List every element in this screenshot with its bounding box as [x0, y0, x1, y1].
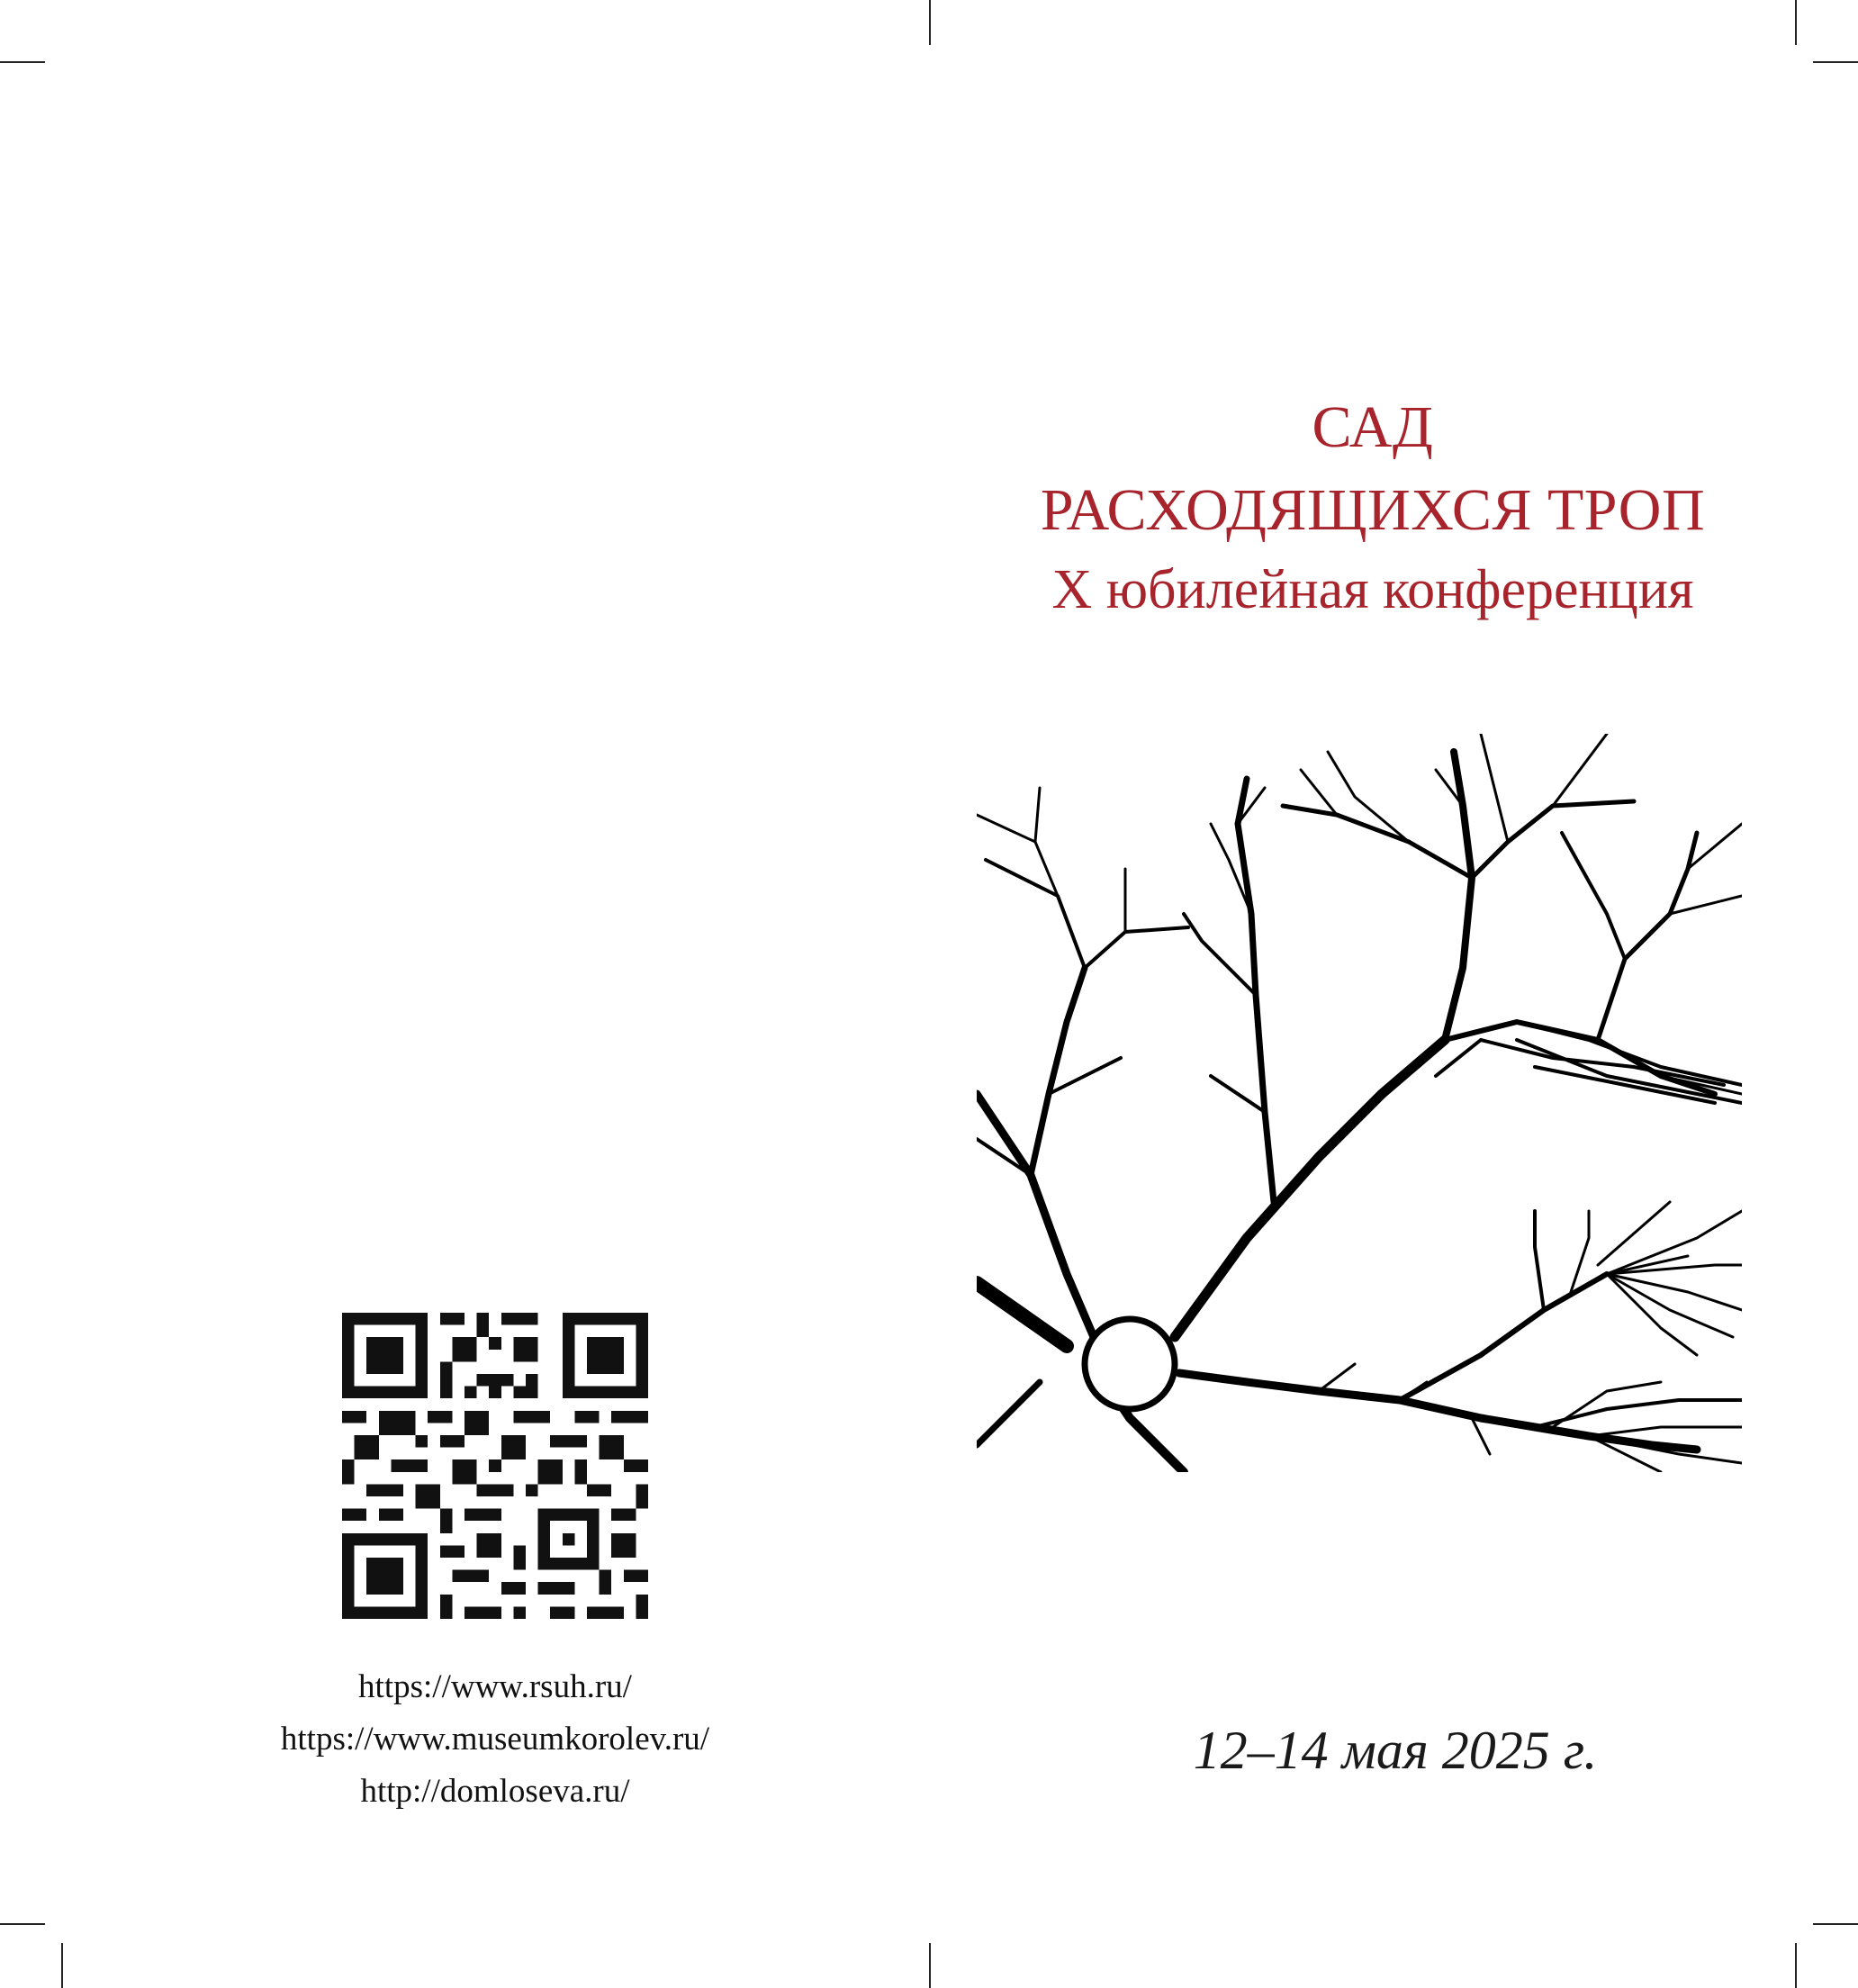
conference-date: 12–14 мая 2025 г. — [1193, 1721, 1598, 1780]
link-domloseva[interactable]: http://domloseva.ru/ — [360, 1773, 630, 1810]
tree-illustration — [977, 734, 1742, 1472]
crop-mark — [1813, 61, 1858, 63]
crop-mark — [1795, 1943, 1797, 1988]
link-rsuh[interactable]: https://www.rsuh.ru/ — [358, 1668, 632, 1705]
title-block — [927, 387, 1818, 630]
crop-mark — [61, 1943, 63, 1988]
qr-code — [342, 1313, 648, 1619]
crop-mark — [929, 0, 931, 45]
title-line-1: САД — [1312, 394, 1434, 460]
crop-mark — [929, 1943, 931, 1988]
crop-mark — [0, 61, 45, 63]
website-links — [216, 1661, 774, 1818]
crop-mark — [1813, 1923, 1858, 1925]
crop-mark — [1795, 0, 1797, 45]
link-museumkorolev[interactable]: https://www.museumkorolev.ru/ — [280, 1721, 710, 1758]
subtitle: X юбилейная конференция — [1051, 559, 1694, 620]
title-line-2: РАСХОДЯЩИХСЯ ТРОП — [1040, 477, 1706, 543]
crop-mark — [0, 1923, 45, 1925]
